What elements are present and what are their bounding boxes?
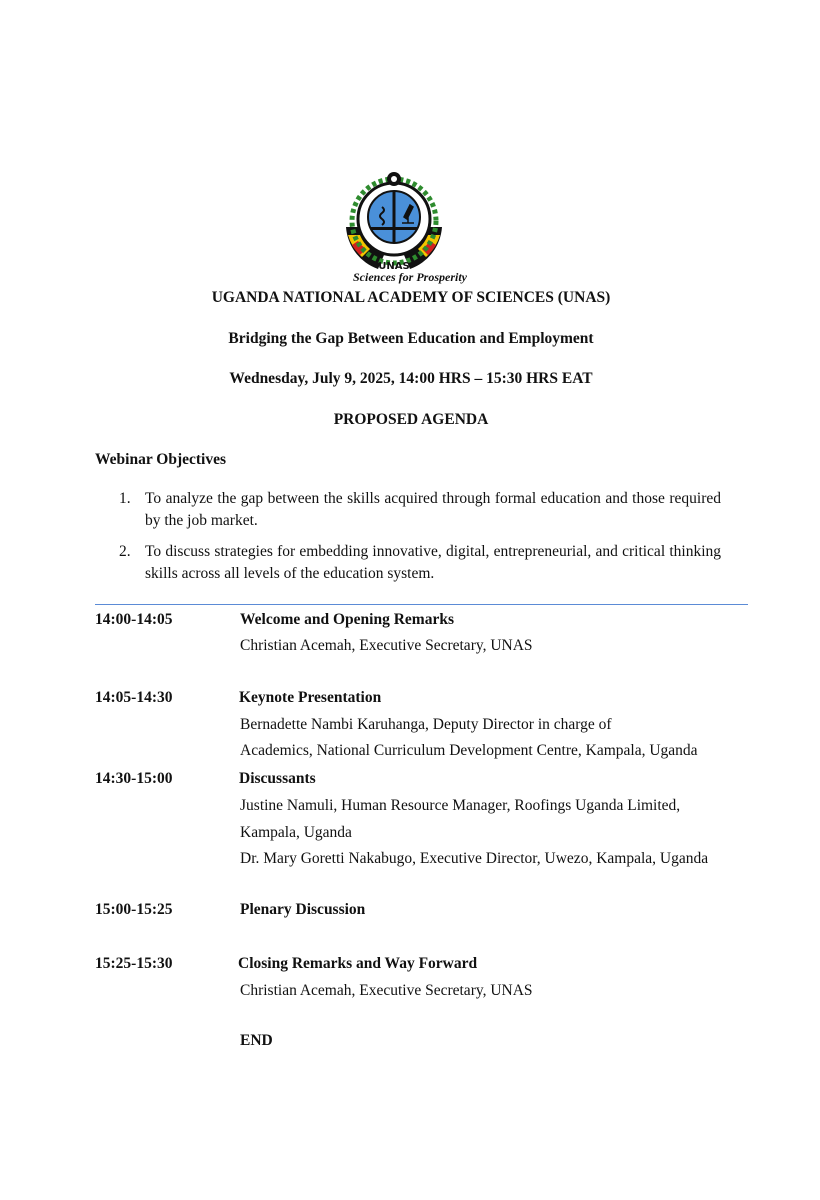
keynote-speaker-line2: Academics, National Curriculum Development Centre, Kampala, Uganda [240, 742, 698, 759]
organization-title: UGANDA NATIONAL ACADEMY OF SCIENCES (UNAS) [211, 289, 611, 306]
agenda-heading: PROPOSED AGENDA [333, 411, 489, 428]
discussant-2: Dr. Mary Goretti Nakabugo, Executive Director, Uwezo, Kampala, Uganda [240, 850, 709, 867]
closing-time: 15:25-15:30 [95, 955, 173, 972]
closing-title: Closing Remarks and Way Forward [238, 955, 478, 972]
discussant-1-line2: Kampala, Uganda [240, 824, 352, 841]
section-divider [95, 604, 748, 605]
discussant-1-line1: Justine Namuli, Human Resource Manager, Roofings Uganda Limited, [240, 797, 681, 814]
objective-number: 1. [119, 490, 131, 507]
welcome-time: 14:00-14:05 [95, 611, 173, 628]
objective-item [119, 488, 721, 532]
motto: Sciences for Prosperity [353, 270, 467, 284]
keynote-speaker-line1: Bernadette Nambi Karuhanga, Deputy Director in charge of [240, 716, 612, 733]
objective-number: 2. [119, 543, 131, 560]
objective-item [119, 541, 721, 585]
webinar-date: Wednesday, July 9, 2025, 14:00 HRS – 15:30 HRS EAT [229, 370, 593, 387]
closing-speaker: Christian Acemah, Executive Secretary, UNAS [240, 982, 533, 999]
keynote-title: Keynote Presentation [239, 689, 382, 706]
unas-seal-icon [338, 165, 450, 277]
unas-logo [338, 165, 450, 277]
plenary-time: 15:00-15:25 [95, 901, 173, 918]
plenary-title: Plenary Discussion [240, 901, 366, 918]
webinar-theme: Bridging the Gap Between Education and Employment [228, 330, 594, 347]
discussants-title: Discussants [239, 770, 316, 787]
discussants-time: 14:30-15:00 [95, 770, 173, 787]
objectives-list [119, 488, 721, 594]
welcome-speaker: Christian Acemah, Executive Secretary, UNAS [240, 637, 533, 654]
logo-ring-text: UNAS [378, 261, 410, 272]
welcome-title: Welcome and Opening Remarks [240, 611, 454, 628]
objectives-heading: Webinar Objectives [95, 451, 227, 468]
keynote-time: 14:05-14:30 [95, 689, 173, 706]
end-label: END [240, 1032, 273, 1049]
objective-text: To analyze the gap between the skills acquired through formal education and those required by the job market. [145, 490, 721, 529]
objective-text: To discuss strategies for embedding innovative, digital, entrepreneurial, and critical thinking skills across all levels of the education system. [145, 543, 721, 582]
